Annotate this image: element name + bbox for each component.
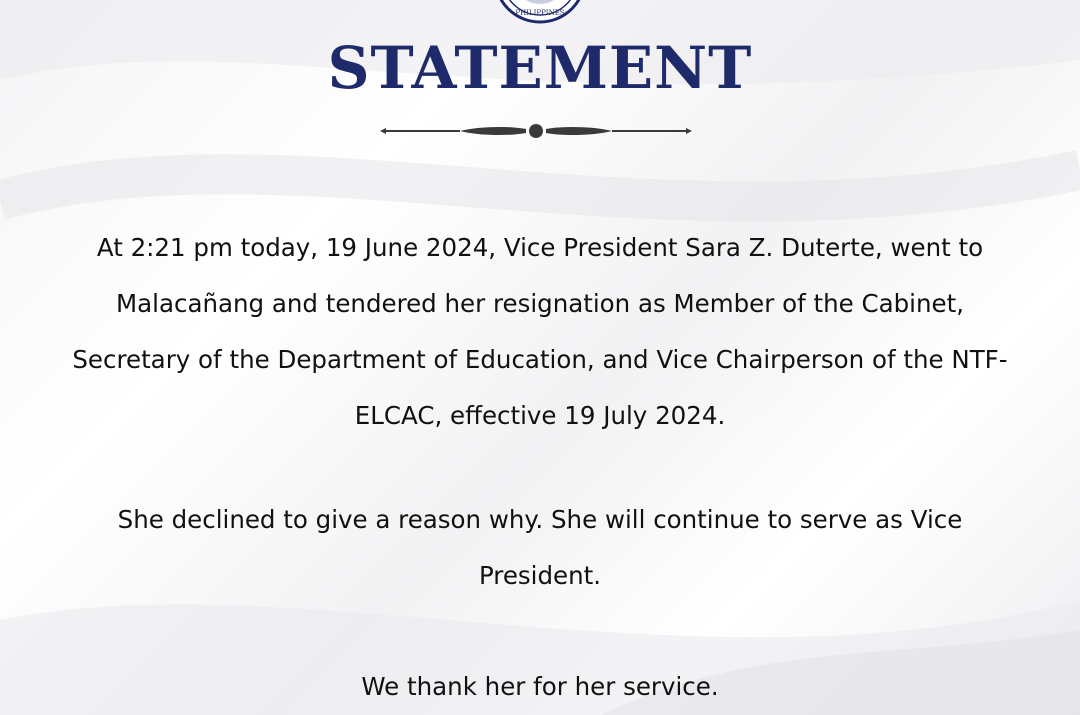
statement-paragraph-reason: She declined to give a reason why. She will continue to serve as Vice President. [117,505,963,590]
statement-paragraph-thanks: We thank her for her service. [361,672,719,701]
seal-text: PHILIPPINES [515,9,565,17]
presidential-seal-icon [493,0,587,24]
statement-title: STATEMENT [327,34,753,102]
ornamental-divider [380,121,692,141]
statement-paragraph-resignation: At 2:21 pm today, 19 June 2024, Vice President Sara Z. Duterte, went to Malacañang and tendered her resignation as Member of the Cabinet, Secretary of the Department of Education, and Vice Chairperson of the NTF-ELCAC, effective 19 July 2024. [72,233,1008,430]
